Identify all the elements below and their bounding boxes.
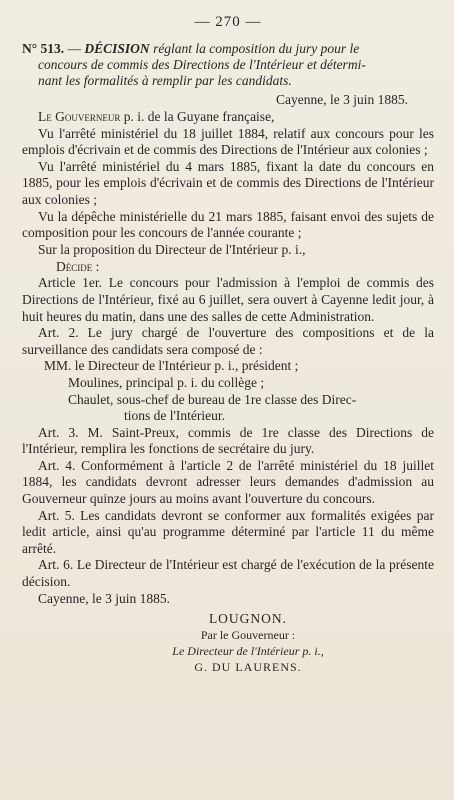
page-number: — 270 — xyxy=(194,14,262,30)
considerant-1: Vu l'arrêté ministériel du 18 juillet 1884, relatif aux concours pour les emplois d'écrivain et de commis des Directions de l'Intérieur aux colonies ; xyxy=(22,125,434,158)
considerant-2: Vu l'arrêté ministériel du 4 mars 1885, fixant la date du concours en 1885, pour les emplois d'écrivain et de commis des Directions de l'Intérieur aux colonies ; xyxy=(22,158,434,207)
jury-member-3-line-1: Chaulet, sous-chef de bureau de 1re classe des Direc- xyxy=(68,391,357,407)
signature-name: LOUGNON. xyxy=(208,611,288,627)
heading-line-2: concours de commis des Directions de l'Intérieur et détermi- xyxy=(38,57,366,72)
signature-block xyxy=(22,611,434,675)
considerant-3: Vu la dépêche ministérielle du 21 mars 1885, faisant envoi des sujets de composition pour les concours de l'année courante ; xyxy=(22,208,434,241)
heading-line-1: réglant la composition du jury pour le xyxy=(153,41,360,56)
heading-dash: — xyxy=(67,41,82,56)
decide-label: Décide : xyxy=(56,259,100,275)
dateline: Cayenne, le 3 juin 1885. xyxy=(276,92,408,107)
signature-signer: G. DU LAURENS. xyxy=(194,660,302,675)
signature-by: Par le Gouverneur : xyxy=(200,628,296,643)
article-6: Art. 6. Le Directeur de l'Intérieur est chargé de l'exécution de la présente décision. xyxy=(22,557,434,590)
governor-line xyxy=(22,109,434,126)
decision-word: DÉCISION xyxy=(84,41,150,56)
jury-member-3 xyxy=(22,392,434,425)
heading-line-3: nant les formalités à remplir par les candidats. xyxy=(38,73,292,88)
jury-member-1: MM. le Directeur de l'Intérieur p. i., président ; xyxy=(44,358,299,374)
jury-member-2: Moulines, principal p. i. du collège ; xyxy=(68,374,265,390)
governor-rest: p. i. de la Guyane française, xyxy=(123,109,275,124)
decision-number: N° 513. xyxy=(22,41,65,56)
decision-heading xyxy=(22,41,434,89)
article-4: Art. 4. Conformément à l'article 2 de l'arrêté ministériel du 18 juillet 1884, les candidats devront adresser leurs demandes d'admission au Gouverneur quinze jours au moins avant l'ouverture du concours. xyxy=(22,457,434,507)
jury-member-3-line-2: tions de l'Intérieur. xyxy=(124,408,226,424)
governor-title: Le Gouverneur xyxy=(38,109,121,124)
article-3: Art. 3. M. Saint-Preux, commis de 1re classe des Directions de l'Intérieur, remplira les fonctions de secrétaire du jury. xyxy=(22,424,434,457)
article-2: Art. 2. Le jury chargé de l'ouverture des compositions et de la surveillance des candidats sera composé de : xyxy=(22,325,434,357)
closing-date: Cayenne, le 3 juin 1885. xyxy=(38,590,170,606)
signature-director: Le Directeur de l'Intérieur p. i., xyxy=(172,644,324,659)
article-5: Art. 5. Les candidats devront se conformer aux formalités exigées par ledit article, ainsi qu'au programme déterminé par l'article 11 du même arrêté. xyxy=(22,507,434,556)
considerant-4: Sur la proposition du Directeur de l'Intérieur p. i., xyxy=(38,241,306,257)
article-1: Article 1er. Le concours pour l'admission à l'emploi de commis des Directions de l'Intérieur, fixé au 6 juillet, sera ouvert à Cayenne ledit jour, à huit heures du matin, dans une des salles de cette Administration. xyxy=(22,275,434,324)
